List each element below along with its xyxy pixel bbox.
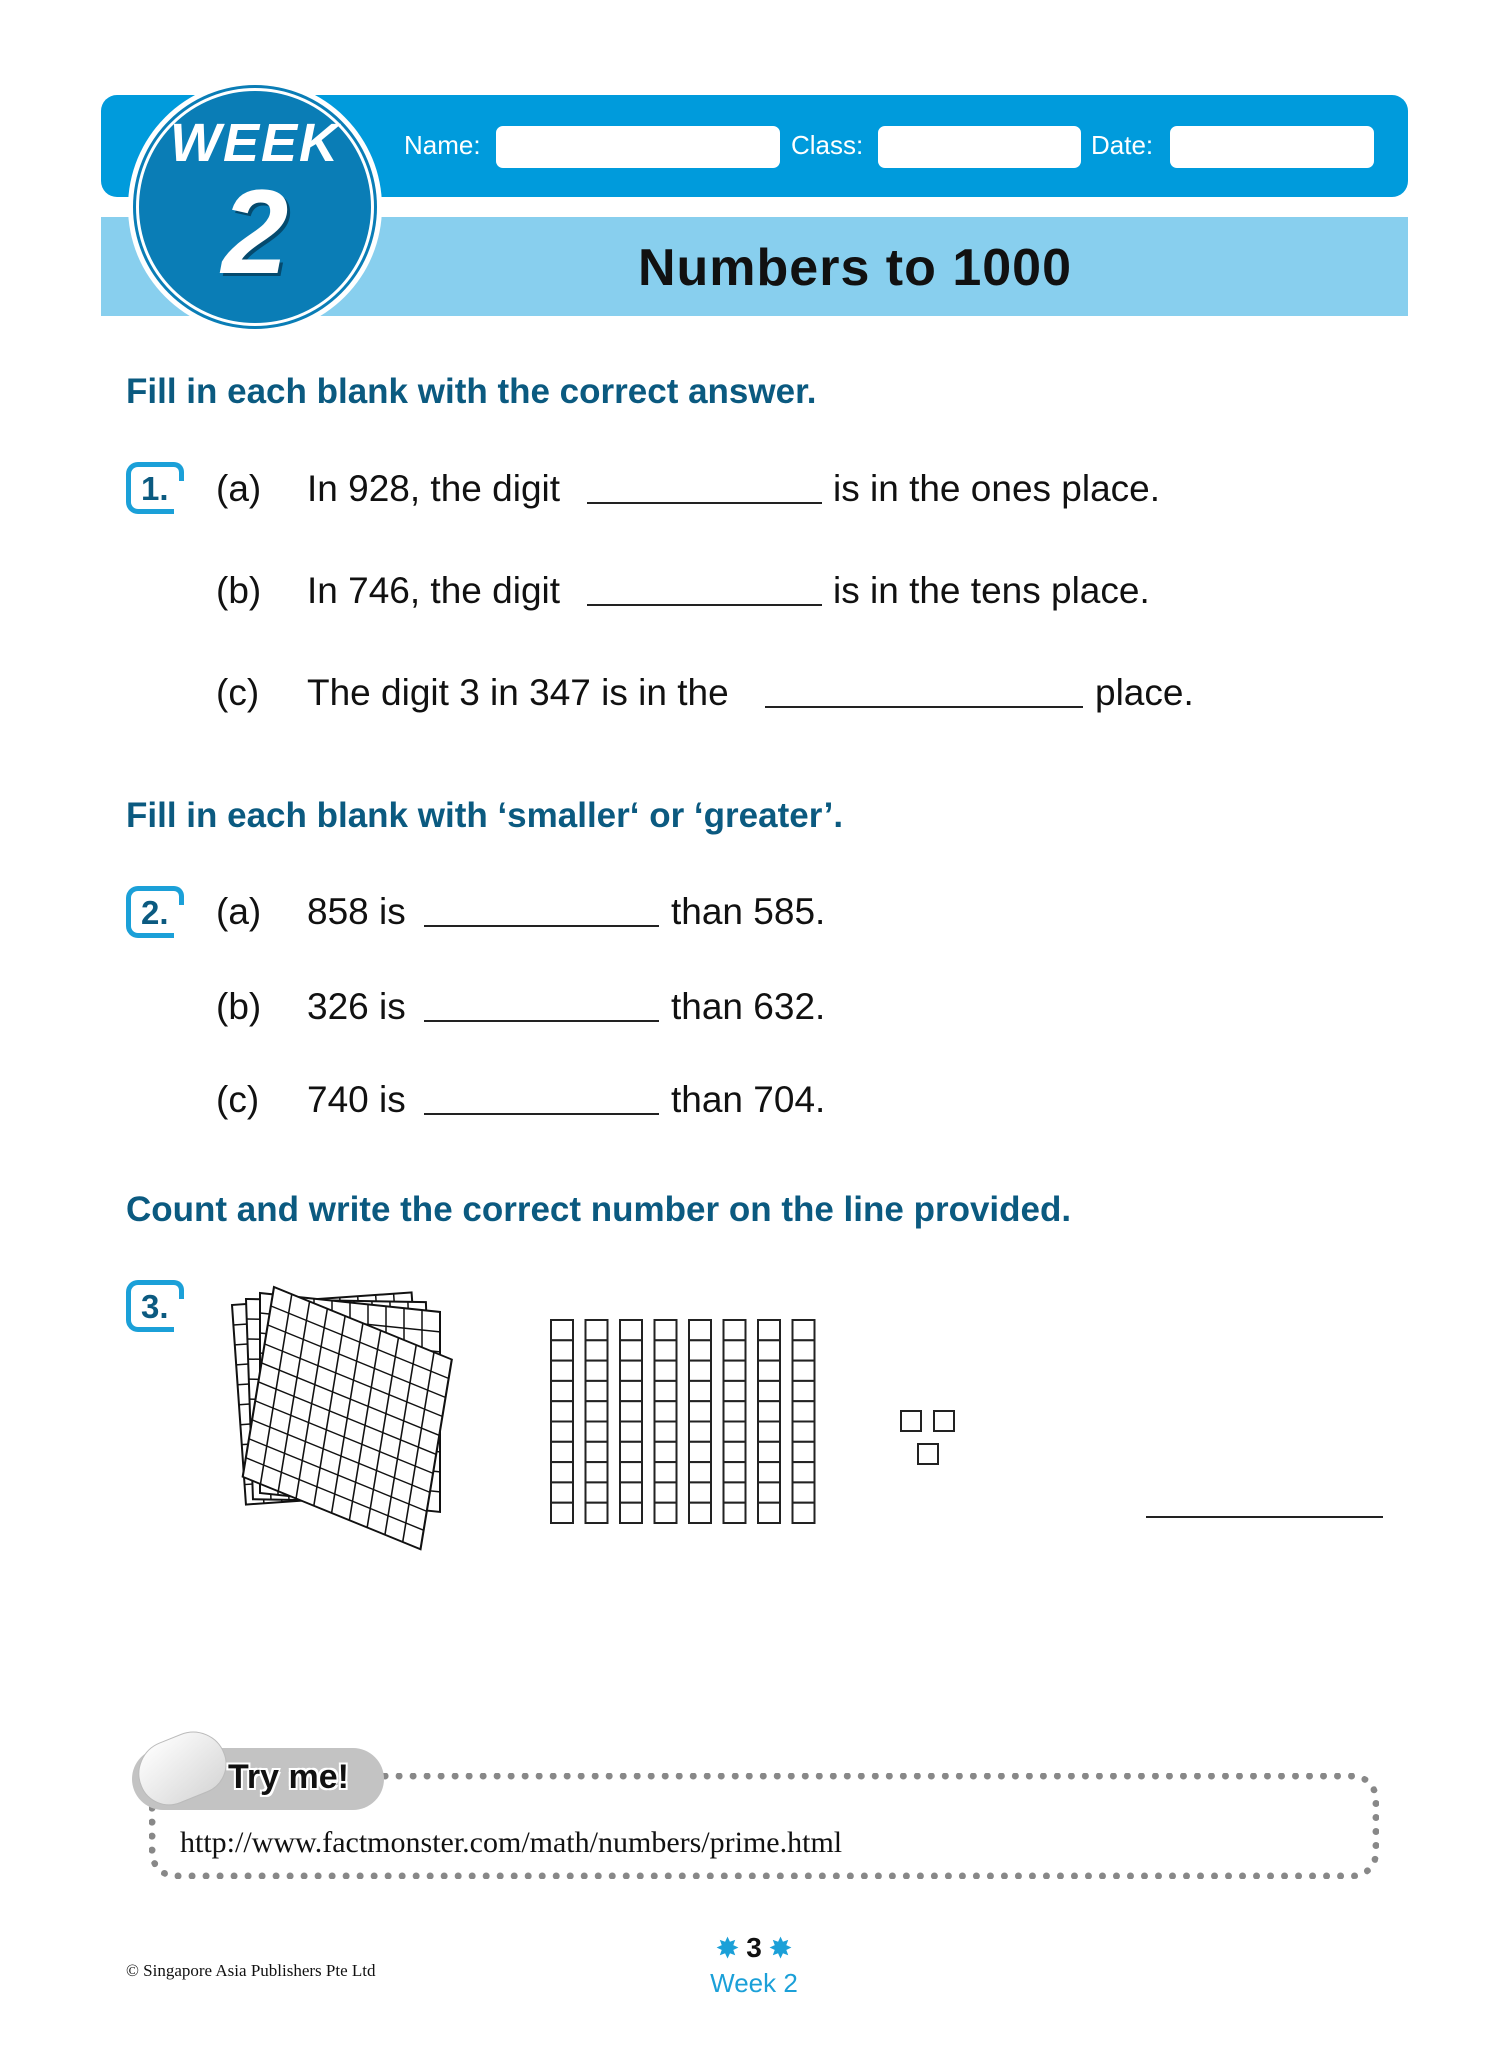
ten-rod [689, 1320, 711, 1523]
try-me-label: Try me! [228, 1758, 349, 1796]
ten-rod [793, 1320, 815, 1523]
q1c-text: The digit 3 in 347 is in the [307, 672, 729, 713]
q2c-text: 740 is [307, 1079, 406, 1120]
section2-heading: Fill in each blank with ‘smaller‘ or ‘greater’. [126, 796, 844, 835]
page-number [694, 1932, 814, 1964]
question-number: 1. [141, 470, 169, 507]
q2c-text-after: than 704. [671, 1079, 826, 1120]
ten-rod [655, 1320, 677, 1523]
q2b-text: 326 is [307, 986, 406, 1027]
one-cube [934, 1411, 954, 1431]
ten-rod [586, 1320, 608, 1523]
try-me-link[interactable]: http://www.factmonster.com/math/numbers/prime.html [180, 1826, 843, 1859]
ten-rod [551, 1320, 573, 1523]
hundreds-flats [232, 1287, 452, 1549]
q1a-text-after: is in the ones place. [833, 468, 1161, 509]
q1a-label: (a) [216, 468, 262, 509]
q2c-label: (c) [216, 1079, 260, 1120]
name-label: Name: [404, 130, 481, 160]
ten-rod [620, 1320, 642, 1523]
ones-cubes [901, 1411, 954, 1464]
copyright: © Singapore Asia Publishers Pte Ltd [126, 1961, 376, 1980]
date-label: Date: [1091, 130, 1154, 160]
ten-rod [758, 1320, 780, 1523]
week-label: WEEK [170, 113, 340, 173]
q1c-text-after: place. [1095, 672, 1194, 713]
section3-heading: Count and write the correct number on the line provided. [126, 1190, 1072, 1229]
q2a-text-after: than 585. [671, 891, 826, 932]
footer-week: Week 2 [710, 1968, 798, 1998]
question-number: 2. [141, 894, 169, 931]
one-cube [901, 1411, 921, 1431]
section1-heading: Fill in each blank with the correct answer. [126, 372, 817, 411]
star-icon: ✸ [716, 1933, 739, 1963]
tens-rods [551, 1320, 815, 1523]
page-title: Numbers to 1000 [637, 239, 1073, 297]
q1b-label: (b) [216, 570, 262, 611]
week-number: 2 [221, 165, 289, 299]
ten-rod [724, 1320, 746, 1523]
q1a-text: In 928, the digit [307, 468, 561, 509]
q1c-label: (c) [216, 672, 260, 713]
q3-answer-blank[interactable] [1146, 1516, 1383, 1518]
q2a-text: 858 is [307, 891, 406, 932]
class-label: Class: [791, 130, 864, 160]
q1b-text-after: is in the tens place. [833, 570, 1150, 611]
question-number: 3. [141, 1288, 169, 1325]
page-number-value: 3 [746, 1932, 762, 1963]
one-cube [918, 1444, 938, 1464]
star-icon: ✸ [769, 1933, 792, 1963]
q2a-label: (a) [216, 891, 262, 932]
q2b-label: (b) [216, 986, 262, 1027]
q1b-text: In 746, the digit [307, 570, 561, 611]
q2b-text-after: than 632. [671, 986, 826, 1027]
